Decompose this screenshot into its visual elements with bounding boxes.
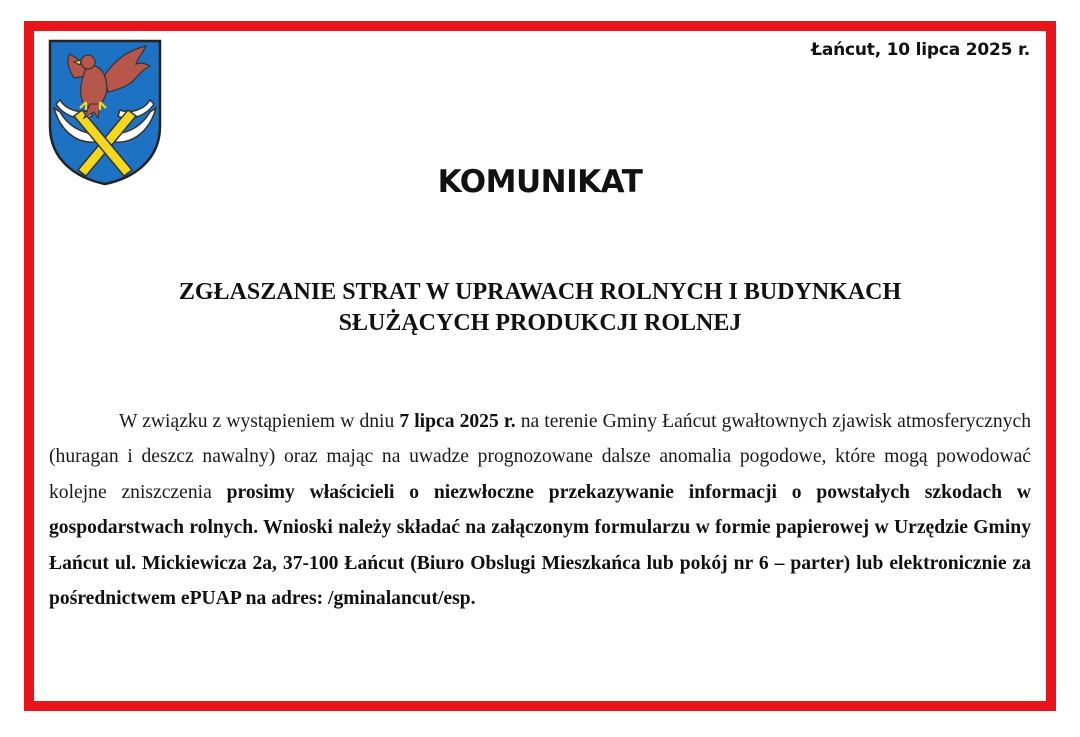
paragraph-date-bold: 7 lipca 2025 r. (399, 411, 516, 432)
document-subtitle (0, 277, 1080, 339)
announcement-paragraph (49, 404, 1031, 616)
paragraph-request-bold: prosimy właścicieli o niezwłoczne przekazywanie informacji o powstałych szkodach w gospodarstwach rolnych. Wnioski należy składać na załączonym formularzu w formie papierowej w Urzędzie Gminy Łańcut ul. Mickiewicza 2a, 37-100 Łańcut (Biuro Obslugi Mieszkańca lub pokój nr 6 – parter) lub elektronicznie za pośrednictwem ePUAP na adres: /gminalancut/esp. (49, 481, 1031, 610)
document-title: KOMUNIKAT (437, 164, 643, 200)
subtitle-line-2: SŁUŻĄCYCH PRODUKCJI ROLNEJ (338, 310, 742, 336)
paragraph-text-1: W związku z wystąpieniem w dniu (119, 411, 400, 432)
paragraph-text-2: na terenie Gminy Łańcut gwałtownych zjawisk atmosferycznych (huragan i deszcz nawalny) oraz mając na uwadze prognozowane dalsze anomalia pogodowe, które mogą powodować kolejne zniszczenia (49, 411, 1031, 503)
document-date: Łańcut, 10 lipca 2025 r. (811, 40, 1030, 60)
subtitle-line-1: ZGŁASZANIE STRAT W UPRAWACH ROLNYCH I BUDYNKACH (178, 279, 902, 305)
